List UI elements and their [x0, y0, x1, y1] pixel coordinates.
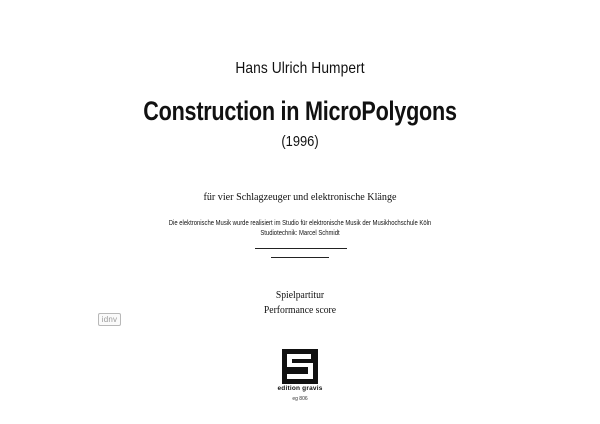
- divider-long: [255, 248, 347, 249]
- edition-gravis-logo-icon: [282, 349, 318, 384]
- composer-name: Hans Ulrich Humpert: [235, 60, 365, 77]
- catalog-number: eg 806: [292, 396, 308, 402]
- divider-short: [271, 257, 329, 258]
- studio-technician-note: Studiotechnik: Marcel Schmidt: [260, 228, 340, 237]
- composition-year: (1996): [281, 133, 319, 150]
- work-title: Construction in MicroPolygons: [143, 96, 457, 126]
- studio-note: Die elektronische Musik wurde realisiert im Studio für elektronische Musik der Musikhochschule Köln: [168, 218, 432, 227]
- score-type-english: Performance score: [263, 305, 337, 316]
- publisher-name: edition gravis: [277, 385, 323, 392]
- stamp-label: idnv: [101, 315, 118, 324]
- idnv-stamp: [98, 313, 121, 326]
- score-type-german: Spielpartitur: [275, 290, 325, 301]
- instrumentation-line: für vier Schlagzeuger und elektronische Klänge: [203, 191, 397, 203]
